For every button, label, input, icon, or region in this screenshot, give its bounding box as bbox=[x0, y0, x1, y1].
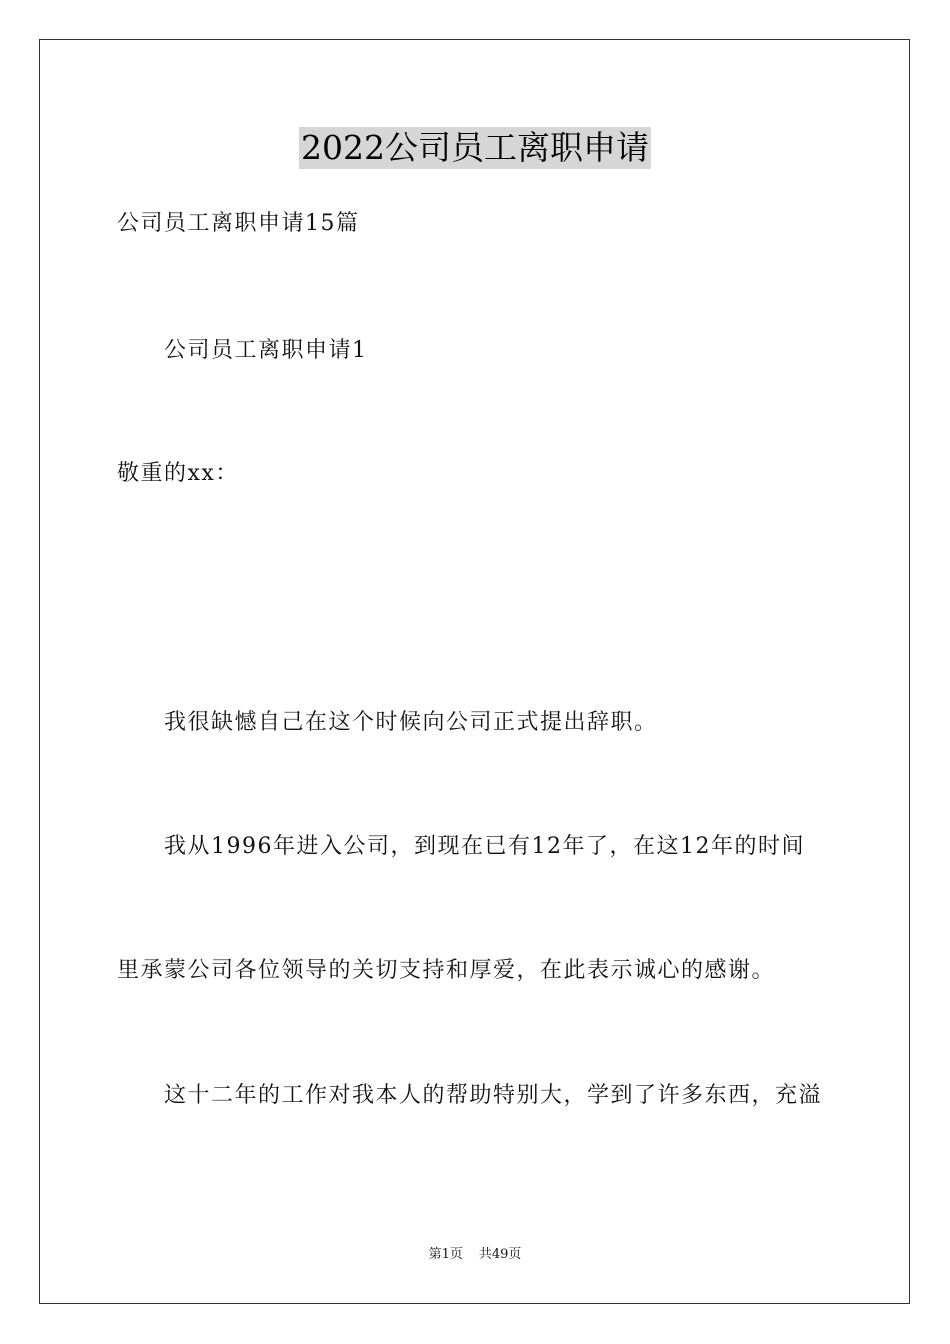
paragraph-line-1: 我很缺憾自己在这个时候向公司正式提出辞职。 bbox=[164, 710, 658, 735]
paragraph-line-2: 我从1996年进入公司，到现在已有12年了，在这12年的时间 bbox=[164, 834, 805, 859]
paragraph-line-4: 这十二年的工作对我本人的帮助特别大，学到了许多东西，充溢 bbox=[164, 1083, 823, 1108]
document-title: 2022公司员工离职申请 bbox=[301, 128, 649, 167]
total-pages-label: 共49页 bbox=[478, 1247, 522, 1262]
title-container bbox=[0, 127, 950, 169]
document-subtitle: 公司员工离职申请15篇 bbox=[117, 211, 360, 236]
page-footer bbox=[0, 1246, 950, 1264]
current-page-label: 第1页 bbox=[428, 1247, 463, 1262]
paragraph-line-3: 里承蒙公司各位领导的关切支持和厚爱，在此表示诚心的感谢。 bbox=[117, 958, 776, 983]
salutation: 敬重的xx： bbox=[117, 461, 239, 486]
section-heading: 公司员工离职申请1 bbox=[164, 338, 368, 363]
